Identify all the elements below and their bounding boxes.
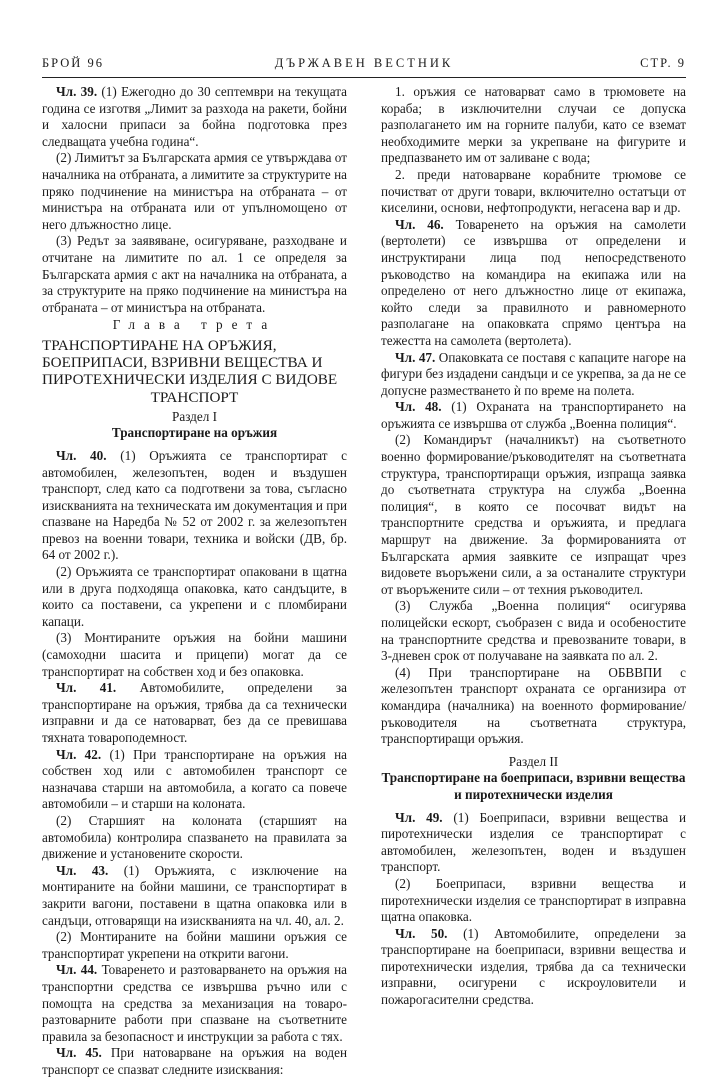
section-title: Транспортиране на оръжия	[111, 425, 278, 441]
page-header	[42, 56, 686, 74]
chapter-title-last: ТРАНСПОРТ	[150, 388, 239, 406]
article-text: Автомобилите, определени за транспортиране на оръжия, трябва да са технически изправни и да се натоварват, без да се превишава тяхната товароподемност.	[42, 680, 347, 745]
article-text: (1) Автомобилите, определени за транспортиране на боеприпаси, взривни вещества и пиротехнически изделия, трябва да са технически изправни, осигурени с искроуловители и пожарогасителни средства.	[381, 925, 686, 1008]
article-number: Чл. 49.	[395, 809, 443, 825]
article-text: (1) Оръжията се транспортират с автомобилен, железопътен, воден и въздушен транспорт, след като са подготвени за това, съгласно изискванията на техническата им документация и при спазване на Наредба № 52 от 2002 г. за железопътен превоз на военни товари, техника и войски (ДВ, бр. 64 от 2002 г.).	[42, 447, 348, 563]
paragraph	[42, 962, 347, 1045]
article-number: Чл. 47.	[395, 349, 436, 365]
paragraph	[381, 217, 686, 350]
page-number: СТР. 9	[640, 56, 686, 70]
article-number: Чл. 46.	[395, 216, 444, 232]
paragraph	[381, 926, 686, 1009]
article-text: Товаренето на оръжия на самолети (вертолети) се извършва от определени и инструктирани лица под непосредственото ръководство на командира на екипажа или на определено от него длъжностно лице от екипажа, който следи за правилното и равномерното разполагане на опаковката спрямо центъра на тежестта на самолета (вертолета).	[381, 216, 687, 348]
journal-title: ДЪРЖАВЕН ВЕСТНИК	[274, 56, 454, 70]
paragraph	[381, 399, 686, 432]
paragraph: (3) Служба „Военна полиция“ осигурява полицейски ескорт, съобразен с вида и особеностите на транспортните средства и превозваните товари, в 3-дневен срок от получаване на заявката по ал. 2.	[381, 598, 686, 664]
article-number: Чл. 50.	[395, 925, 448, 941]
paragraph: (2) Боеприпаси, взривни вещества и пиротехнически изделия се транспортират в изправна щатна опаковка.	[381, 875, 686, 925]
article-number: Чл. 42.	[56, 746, 102, 762]
paragraph: 2. преди натоварване корабните трюмове се почистват от други товари, включително остатъци от киселини, основи, нефтопродукти, негасена вар и др.	[381, 166, 686, 216]
article-number: Чл. 45.	[56, 1045, 102, 1061]
paragraph: (2) Оръжията се транспортират опаковани в щатна или в друга подходяща опаковка, като сандъците, в които са поставени, са укрепени и с пломбирани капаци.	[42, 564, 347, 629]
article-number: Чл. 43.	[56, 862, 109, 878]
article-text: (1) Оръжията, с изключение на монтираните на бойни машини, се транспортират в закрити вагони, поставени в щатна опаковка или в сандъци, отговарящи на изискванията на чл. 40, ал. 2.	[42, 862, 347, 928]
article-text: (1) Охраната на транспортирането на оръжията се извършва от служба „Военна полиция“.	[381, 399, 686, 431]
article-text: (1) При транспортиране на оръжия на собствен ход или с автомобилен транспорт се назначава старши на автомобила, а когато са повече автомобили – и старши на колоната.	[42, 746, 348, 812]
paragraph: (3) Монтираните оръжия на бойни машини (самоходни шасита и прицепи) могат да се транспортират на собствен ход и без опаковка.	[42, 630, 347, 679]
paragraph: (2) Командирът (началникът) на съответното военно формирование/ръководителят на съответната структура, транспортиращи оръжия, изпраща заявка до съответната структура на служба „Военна полиция“, в която се посочват видът на транспортните средства и оръжията, и предлага маршрут на движение. За формированията от Българската армия заявките се изпращат чрез видовете въоръжени сили, а за останалите структури от въоръжените сили – от техния ръководител.	[381, 432, 686, 597]
article-number: Чл. 39.	[56, 84, 98, 99]
paragraph	[381, 350, 686, 400]
paragraph: (4) При транспортиране на ОБВВПИ с железопътен транспорт охраната се организира от командира (началника) на военното формирование/ръководителя на съответната структура, транспортиращи оръжия.	[381, 664, 686, 747]
paragraph	[42, 1045, 347, 1078]
paragraph	[42, 448, 347, 564]
right-column	[381, 84, 686, 1009]
article-text: (1) Ежегодно до 30 септември на текущата година се изготвя „Лимит за разхода на ракети, бойни и халосни припаси за бойна подготовка през следващата учебна година“.	[42, 84, 347, 149]
paragraph: 1. оръжия се натоварват само в трюмовете на кораба; в изключителни случаи се допуска разполагането им на горните палуби, като се вземат необходимите мерки за укрепване на фигурите и предпазването им от заливане с вода;	[381, 84, 686, 166]
paragraph: (2) Старшият на колоната (старшият на автомобила) контролира спазването на правилата за движение и установените скорости.	[42, 812, 347, 862]
paragraph: (2) Лимитът за Българската армия се утвърждава от началника на отбраната, а лимитите за структурите на пряко подчинение на министъра на отбраната – от министъра на отбраната или от упълномощено от него длъжностно лице.	[42, 150, 347, 232]
left-column	[42, 84, 347, 1078]
chapter-label: Глава трета	[112, 317, 277, 333]
article-number: Чл. 40.	[56, 447, 107, 463]
chapter-title-main: ТРАНСПОРТИРАНЕ НА ОРЪЖИЯ, БОЕПРИПАСИ, ВЗРИВНИ ВЕЩЕСТВА И ПИРОТЕХНИЧЕСКИ ИЗДЕЛИЯ С ВИДОВЕ	[42, 336, 338, 389]
section-label: Раздел I	[172, 408, 217, 424]
paragraph: (2) Монтираните на бойни машини оръжия се транспортират укрепени на открити вагони.	[42, 929, 347, 961]
chapter-title	[42, 337, 347, 406]
paragraph	[42, 747, 347, 813]
section-label: Раздел II	[508, 753, 559, 769]
article-text: Опаковката се поставя с капаците нагоре на фигури без издадени сандъци и се укрепва, за да не се допусне разместването ѝ по време на полета.	[381, 349, 686, 398]
section-title: Транспортиране на боеприпаси, взривни вещества и пиротехнически изделия	[381, 770, 686, 802]
article-number: Чл. 48.	[395, 399, 442, 415]
article-text: (1) Боеприпаси, взривни вещества и пиротехнически изделия се транспортират с автомобилен, железопътен, воден и въздушен транспорт.	[381, 809, 686, 875]
header-divider	[42, 77, 686, 78]
issue-number: БРОЙ 96	[42, 56, 104, 70]
article-text: Товаренето и разтоварването на оръжия на транспортни средства се извършва ръчно или с помощта на средства за механизация на товаро-разтоварните работи при спазване на съответните правила за безопасност и инструкции за работа с тях.	[42, 962, 348, 1044]
paragraph: (3) Редът за заявяване, осигуряване, разходване и отчитане на лимитите по ал. 1 се определя за Българската армия с акт на началника на отбраната, а за структурите на пряко подчинение на министъра на отбраната – от министъра на отбраната.	[42, 233, 347, 315]
paragraph	[42, 863, 347, 929]
paragraph	[42, 84, 347, 150]
paragraph	[381, 810, 686, 876]
paragraph	[42, 680, 347, 746]
article-number: Чл. 41.	[56, 680, 117, 696]
article-number: Чл. 44.	[56, 962, 98, 978]
article-text: При натоварване на оръжия на воден транспорт се спазват следните изисквания:	[42, 1045, 347, 1077]
